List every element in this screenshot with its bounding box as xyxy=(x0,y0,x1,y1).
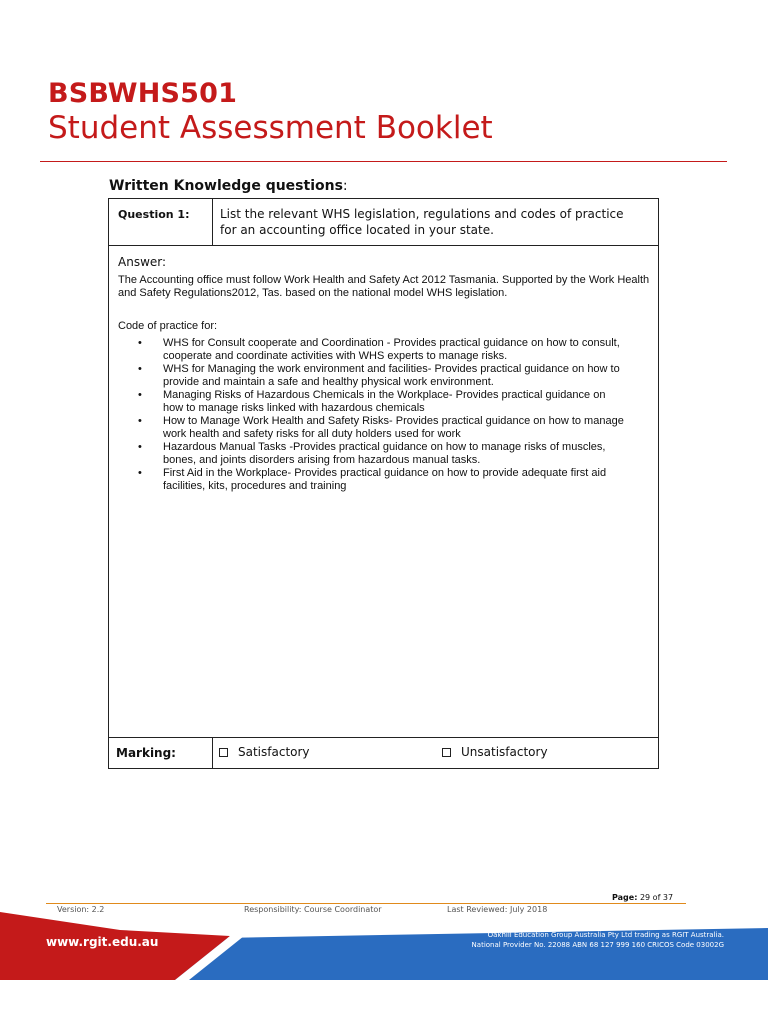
code-of-practice-label: Code of practice for: xyxy=(118,320,218,332)
company-line: National Provider No. 22088 ABN 68 127 999 160 CRICOS Code 03002G xyxy=(471,941,724,949)
list-item xyxy=(118,363,658,389)
company-info xyxy=(472,930,724,950)
column-divider xyxy=(212,199,213,245)
bullet-icon: • xyxy=(138,363,142,375)
question-text xyxy=(220,206,650,238)
bullet-icon: • xyxy=(138,337,142,349)
checkbox-icon[interactable] xyxy=(442,748,451,757)
page-label: Page: xyxy=(612,893,638,902)
list-item xyxy=(118,337,658,363)
question-row xyxy=(109,199,658,246)
bullet-icon: • xyxy=(138,415,142,427)
question-table xyxy=(108,198,659,769)
company-line: Oakhill Education Group Australia Pty Ltd trading as RGIT Australia. xyxy=(487,931,724,939)
bullet-icon: • xyxy=(138,389,142,401)
website-link[interactable]: www.rgit.edu.au xyxy=(46,935,159,949)
marking-label: Marking: xyxy=(116,746,176,760)
section-heading xyxy=(109,178,348,194)
satisfactory-label: Satisfactory xyxy=(238,745,310,759)
title-divider xyxy=(40,161,727,162)
marking-row xyxy=(109,737,658,769)
course-code: BSBWHS501 xyxy=(48,78,238,109)
list-item-line: cooperate and coordinate activities with WHS experts to manage risks. xyxy=(163,350,508,362)
footer-last-reviewed: Last Reviewed: July 2018 xyxy=(447,905,548,914)
unsatisfactory-option[interactable] xyxy=(442,745,548,759)
list-item-line: WHS for Consult cooperate and Coordination - Provides practical guidance on how to consult, xyxy=(163,337,620,349)
footer-responsibility: Responsibility: Course Coordinator xyxy=(244,905,382,914)
list-item xyxy=(118,467,658,493)
column-divider xyxy=(212,738,213,769)
section-heading-text: Written Knowledge questions xyxy=(109,178,343,194)
bullet-icon: • xyxy=(138,467,142,479)
list-item-line: facilities, kits, procedures and training xyxy=(163,480,347,492)
page-value: 29 of 37 xyxy=(639,893,674,902)
bullet-icon: • xyxy=(138,441,142,453)
satisfactory-option[interactable] xyxy=(219,745,310,759)
list-item-line: bones, and joints disorders arising from hazardous manual tasks. xyxy=(163,454,481,466)
list-item-line: work health and safety risks for all duty holders used for work xyxy=(163,428,461,440)
list-item-line: Hazardous Manual Tasks -Provides practical guidance on how to manage risks of muscles, xyxy=(163,441,606,453)
question-text-line: for an accounting office located in your state. xyxy=(220,223,494,237)
answer-paragraph: The Accounting office must follow Work Health and Safety Act 2012 Tasmania. Supported by the Work Health and Safety Regulations2012, Tas. based on the national model WHS legislation. xyxy=(118,274,650,299)
list-item-line: Managing Risks of Hazardous Chemicals in the Workplace- Provides practical guidance on xyxy=(163,389,606,401)
unsatisfactory-label: Unsatisfactory xyxy=(461,745,548,759)
answer-label: Answer: xyxy=(118,255,167,269)
document-title: Student Assessment Booklet xyxy=(48,110,493,146)
list-item-line: how to manage risks linked with hazardous chemicals xyxy=(163,402,425,414)
checkbox-icon[interactable] xyxy=(219,748,228,757)
list-item xyxy=(118,441,658,467)
section-heading-colon: : xyxy=(342,178,348,194)
question-text-line: List the relevant WHS legislation, regulations and codes of practice xyxy=(220,207,624,221)
footer-divider xyxy=(46,903,686,904)
list-item xyxy=(118,415,658,441)
code-of-practice-list xyxy=(118,337,658,493)
question-label: Question 1: xyxy=(118,208,190,221)
answer-cell[interactable] xyxy=(109,246,658,737)
list-item xyxy=(118,389,658,415)
list-item-line: provide and maintain a safe and healthy physical work environment. xyxy=(163,376,494,388)
page-number xyxy=(612,893,673,902)
list-item-line: WHS for Managing the work environment and facilities- Provides practical guidance on how to xyxy=(163,363,620,375)
list-item-line: First Aid in the Workplace- Provides practical guidance on how to provide adequate first aid xyxy=(163,467,607,479)
list-item-line: How to Manage Work Health and Safety Risks- Provides practical guidance on how to manage xyxy=(163,415,624,427)
footer-version: Version: 2.2 xyxy=(57,905,105,914)
